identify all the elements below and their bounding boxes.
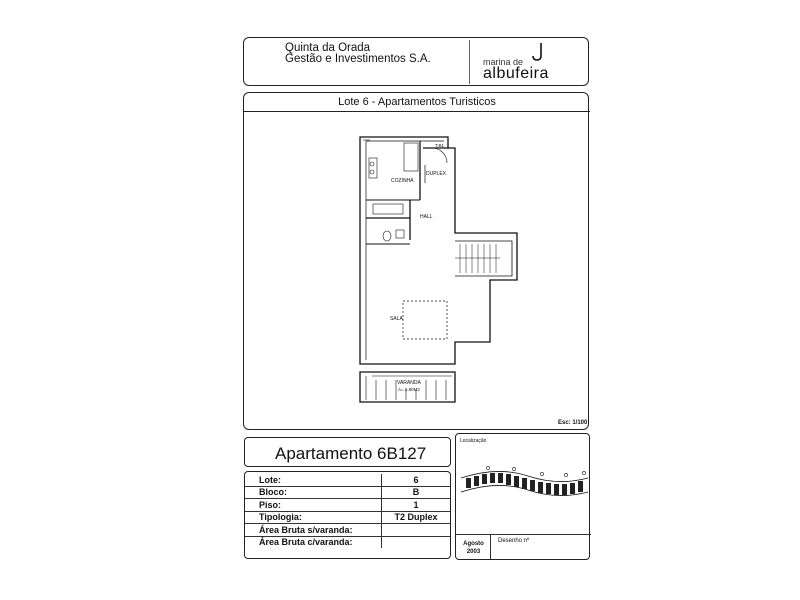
plan-title-divider [244,111,590,112]
apartment-name: Apartamento 6B127 [275,444,427,463]
row-value: 1 [381,499,450,512]
logo-small-text: marina de [483,57,524,67]
label-living: SALA [390,316,403,322]
row-label: Tipologia: [245,511,381,524]
header-box [243,37,589,86]
company-subtitle: Gestão e Investimentos S.A. [285,53,431,65]
row-label: Área Bruta s/varanda: [245,524,381,537]
table-row [245,524,450,537]
apartment-name-box [244,437,451,467]
date-box [457,535,491,559]
company-name: Quinta da Orada [285,42,371,54]
row-label: Bloco: [245,486,381,499]
location-box [455,433,590,560]
marina-logo [479,42,584,82]
table-row [245,499,450,512]
scale-label: Esc: 1/100 [558,420,588,426]
label-door-number: T.B1 [435,143,445,148]
info-table [245,474,450,548]
hook-icon [531,42,551,64]
row-value: B [381,486,450,499]
header-divider [469,40,470,84]
table-row [245,511,450,524]
site-map [458,464,591,514]
row-label: Lote: [245,474,381,486]
location-label: Localização [460,438,487,444]
table-row [245,474,450,486]
row-value: T2 Duplex [381,511,450,524]
row-label: Área Bruta c/varanda: [259,537,353,548]
plan-title: Lote 6 - Apartamentos Turisticos [338,96,496,108]
drawing-number-label: Desenho nº [498,538,530,544]
label-duplex: DUPLEX [426,171,447,177]
label-balcony: VARANDA [397,380,421,386]
date-month: Agosto [463,541,484,547]
row-value [381,524,450,537]
table-row [245,486,450,499]
row-value: 6 [381,474,450,486]
label-kitchen: COZINHA [391,178,414,184]
label-hall: HALL [420,214,433,220]
table-row [245,536,450,548]
label-balcony-area: A= 8.80M2 [398,387,420,392]
logo-main-text: albufeira [483,65,549,82]
row-value [381,536,450,548]
date-year: 2003 [466,549,481,555]
info-box [244,471,451,559]
row-label: Piso: [245,499,381,512]
